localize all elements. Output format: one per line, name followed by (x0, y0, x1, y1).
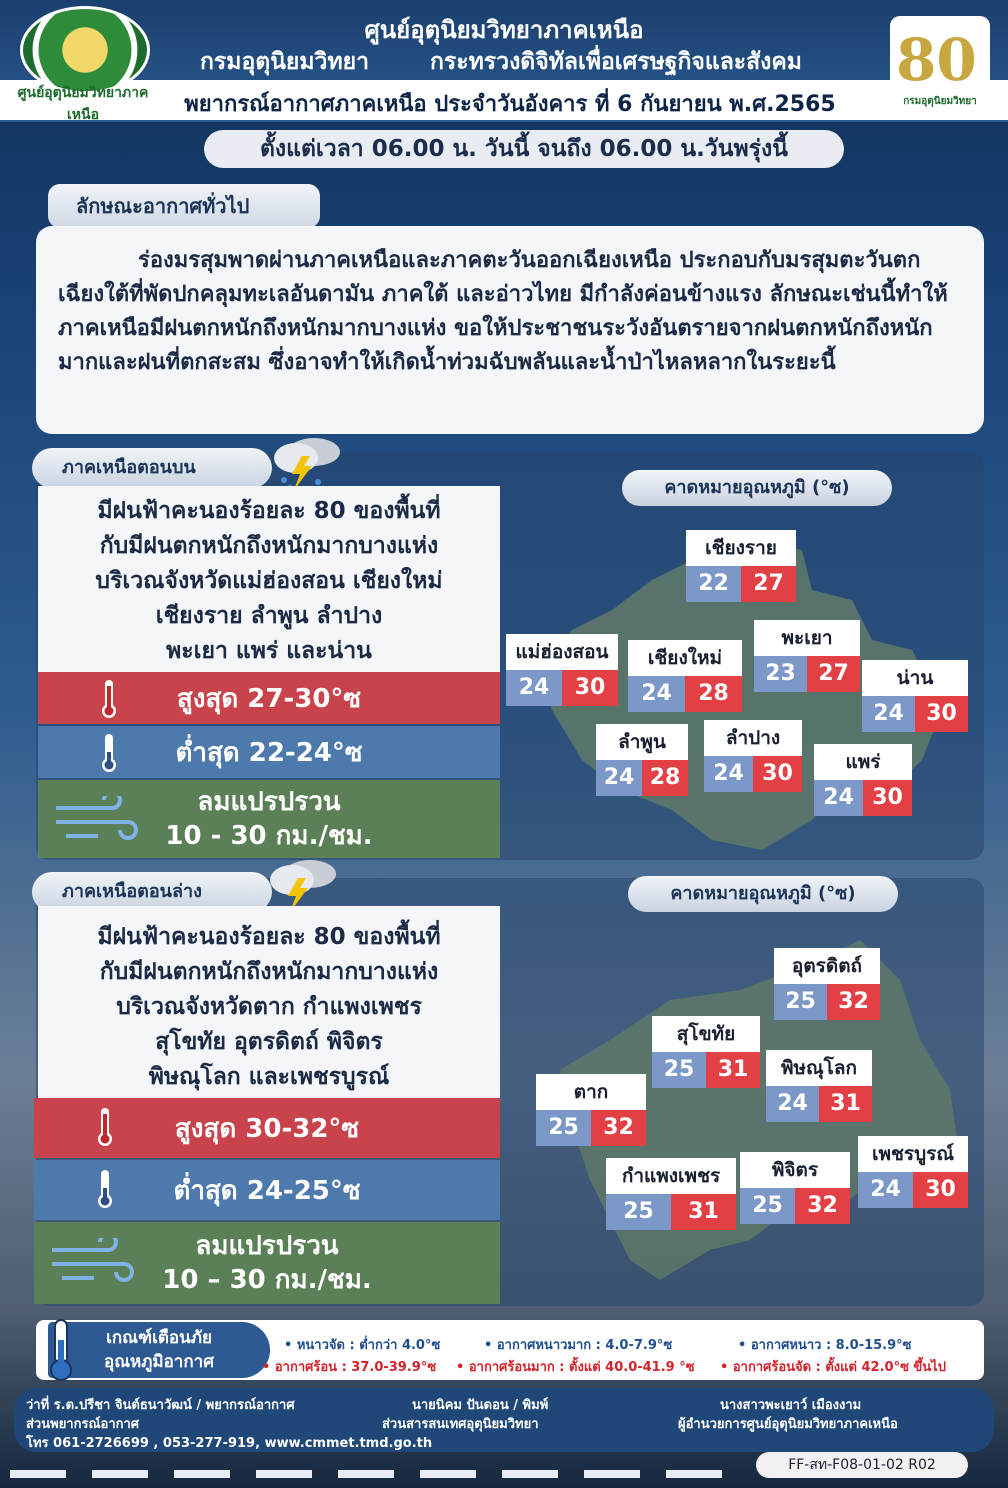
wind-icon (52, 796, 142, 846)
province-phetchabun (858, 1136, 968, 1208)
criteria-label-line2: อุณหภูมิอากาศ (104, 1352, 214, 1372)
province-kamphaeng-phet (606, 1158, 736, 1230)
general-description-box (36, 226, 984, 434)
province-phitsanulok (766, 1050, 872, 1122)
province-name: พิจิตร (740, 1152, 850, 1188)
province-phrae (814, 744, 912, 816)
province-name: แม่ฮ่องสอน (506, 634, 618, 670)
printer-credit: นายนิคม ปันดอน / พิมพ์ (412, 1398, 549, 1413)
lower-north-description (38, 906, 500, 1098)
desc-line: กับมีฝนตกหนักถึงหนักมากบางแห่ง (99, 959, 439, 985)
max-temp: 30 (913, 1172, 968, 1208)
decorative-dashes (10, 1470, 750, 1478)
thermometer-hot-icon (96, 678, 122, 720)
criteria-very-hot: • อากาศร้อนมาก : ตั้งแต่ 40.0-41.9 °ซ (456, 1360, 695, 1375)
province-name: สุโขทัย (652, 1016, 760, 1052)
upper-max-temp-bar (38, 672, 500, 724)
min-temp: 24 (766, 1086, 819, 1122)
info-division: ส่วนสารสนเทศอุตุนิยมวิทยา (382, 1417, 539, 1432)
max-temp: 28 (685, 676, 742, 712)
criteria-cold: • อากาศหนาว : 8.0-15.9°ซ (738, 1338, 912, 1353)
province-phayao (754, 620, 860, 692)
province-name: น่าน (862, 660, 968, 696)
upper-north-description (38, 486, 500, 672)
lower-wind-speed: 10 – 30 กม./ชม. (162, 1265, 372, 1295)
lower-north-title: ภาคเหนือตอนล่าง (32, 872, 272, 912)
desc-line: พิษณุโลก และเพชรบูรณ์ (148, 1064, 390, 1090)
general-description: ร่องมรสุมพาดผ่านภาคเหนือและภาคตะวันออกเฉียงเหนือ ประกอบกับมรสุมตะวันตกเฉียงใต้ที่พัดปกคลุมทะเลอันดามัน ภาคใต้ และอ่าวไทย มีกำลังค่อนข้างแรง ลักษณะเช่นนี้ทำให้ภาคเหนือมีฝนตกหนักถึงหนักมากบางแห่ง ขอให้ประชาชนระวังอันตรายจากฝนตกหนักถึงหนักมากและฝนที่ตกสะสม ซึ่งอาจทำให้เกิดน้ำท่วมฉับพลันและน้ำป่าไหลหลากในระยะนี้ (58, 248, 948, 375)
forecast-date-title: พยากรณ์อากาศภาคเหนือ ประจำวันอังคาร ที่ 6 กันยายน พ.ศ.2565 (184, 92, 836, 117)
upper-min-temp-bar (38, 726, 500, 778)
anniversary-80-logo (890, 16, 990, 116)
min-temp: 25 (536, 1110, 591, 1146)
min-temp: 24 (596, 760, 642, 796)
max-temp: 32 (827, 984, 880, 1020)
min-temp: 24 (628, 676, 685, 712)
min-temp: 24 (858, 1172, 913, 1208)
province-name: อุตรดิตถ์ (774, 948, 880, 984)
desc-line: มีฝนฟ้าคะนองร้อยละ 80 ของพื้นที่ (97, 498, 441, 524)
footer (14, 1388, 994, 1452)
desc-line: มีฝนฟ้าคะนองร้อยละ 80 ของพื้นที่ (97, 924, 441, 950)
province-name: ลำพูน (596, 724, 688, 760)
province-phichit (740, 1152, 850, 1224)
upper-map-title: คาดหมายอุณหภูมิ (°ซ) (622, 470, 892, 506)
min-temp: 24 (704, 756, 753, 792)
desc-line: สุโขทัย อุตรดิตถ์ พิจิตร (155, 1029, 383, 1055)
lower-wind-label: ลมแปรปรวน (195, 1231, 339, 1261)
forecaster-credit: ว่าที่ ร.ต.ปรีชา จินต์ธนาวัฒน์ / พยากรณ์อากาศ (26, 1398, 295, 1413)
province-name: พะเยา (754, 620, 860, 656)
criteria-hot: • อากาศร้อน : 37.0-39.9°ซ (262, 1360, 437, 1375)
criteria-cold-very: • อากาศหนาวมาก : 4.0-7.9°ซ (484, 1338, 673, 1353)
max-temp: 31 (819, 1086, 872, 1122)
director-title: ผู้อำนวยการศูนย์อุตุนิยมวิทยาภาคเหนือ (678, 1417, 898, 1432)
criteria-label (48, 1322, 270, 1378)
max-temp: 31 (706, 1052, 760, 1088)
upper-wind-speed: 10 - 30 กม./ชม. (165, 821, 373, 851)
min-temp: 24 (506, 670, 562, 706)
province-chiang-mai (628, 640, 742, 712)
criteria-label-line1: เกณฑ์เตือนภัย (106, 1328, 212, 1348)
province-name: แพร่ (814, 744, 912, 780)
lower-min-temp: ต่ำสุด 24-25°ซ (173, 1175, 361, 1206)
province-mae-hong-son (506, 634, 618, 706)
director-name: นางสาวพะเยาว์ เมืองงาม (720, 1398, 862, 1413)
department-name: กรมอุตุนิยมวิทยา (200, 49, 370, 75)
min-temp: 25 (740, 1188, 795, 1224)
logo-80-text: กรมอุตุนิยมวิทยา (903, 96, 977, 107)
lower-min-temp-bar (34, 1160, 500, 1220)
upper-wind-label: ลมแปรปรวน (197, 787, 341, 817)
province-tak (536, 1074, 646, 1146)
lower-max-temp-bar (34, 1098, 500, 1158)
criteria-extreme-hot: • อากาศร้อนจัด : ตั้งแต่ 42.0°ซ ขึ้นไป (720, 1360, 946, 1375)
province-nan (862, 660, 968, 732)
center-name: ศูนย์อุตุนิยมวิทยาภาคเหนือ (364, 16, 644, 44)
thunderstorm-icon (266, 430, 346, 494)
desc-line: บริเวณจังหวัดแม่ฮ่องสอน เชียงใหม่ (95, 568, 443, 594)
min-temp: 25 (774, 984, 827, 1020)
lower-max-temp: สูงสุด 30-32°ซ (174, 1113, 360, 1144)
max-temp: 28 (642, 760, 688, 796)
lower-wind-bar (34, 1222, 500, 1304)
max-temp: 27 (741, 566, 796, 602)
province-lamphun (596, 724, 688, 796)
upper-min-temp: ต่ำสุด 22-24°ซ (175, 737, 363, 768)
min-temp: 24 (814, 780, 863, 816)
forecast-division: ส่วนพยากรณ์อากาศ (26, 1417, 140, 1432)
logo-80-number: 80 (896, 26, 977, 94)
thermometer-cold-icon (92, 1168, 118, 1210)
criteria-very-cold: • หนาวจัด : ต่ำกว่า 4.0°ซ (284, 1338, 441, 1353)
max-temp: 30 (753, 756, 802, 792)
max-temp: 27 (807, 656, 860, 692)
province-uttaradit (774, 948, 880, 1020)
province-name: พิษณุโลก (766, 1050, 872, 1086)
province-name: ลำปาง (704, 720, 802, 756)
desc-line: บริเวณจังหวัดตาก กำแพงเพชร (116, 994, 422, 1020)
logo-left-text: ศูนย์อุตุนิยมวิทยาภาคเหนือ (17, 85, 149, 123)
province-name: เพชรบูรณ์ (858, 1136, 968, 1172)
min-temp: 25 (606, 1194, 671, 1230)
province-name: เชียงใหม่ (628, 640, 742, 676)
desc-line: พะเยา แพร่ และน่าน (166, 638, 372, 664)
desc-line: กับมีฝนตกหนักถึงหนักมากบางแห่ง (99, 533, 439, 559)
thermometer-cold-icon (96, 732, 122, 774)
thermometer-icon (44, 1318, 78, 1384)
province-chiang-rai (686, 530, 796, 602)
thermometer-hot-icon (92, 1106, 118, 1148)
max-temp: 30 (863, 780, 912, 816)
upper-wind-bar (38, 780, 500, 858)
wind-icon (48, 1238, 138, 1288)
max-temp: 32 (795, 1188, 850, 1224)
lower-map-title: คาดหมายอุณหภูมิ (°ซ) (628, 876, 898, 912)
province-name: ตาก (536, 1074, 646, 1110)
max-temp: 30 (562, 670, 618, 706)
province-lampang (704, 720, 802, 792)
min-temp: 25 (652, 1052, 706, 1088)
min-temp: 23 (754, 656, 807, 692)
general-title: ลักษณะอากาศทั่วไป (48, 184, 320, 228)
max-temp: 31 (671, 1194, 736, 1230)
upper-north-title: ภาคเหนือตอนบน (32, 448, 272, 488)
province-name: เชียงราย (686, 530, 796, 566)
upper-max-temp: สูงสุด 27-30°ซ (176, 683, 362, 714)
ministry-name: กระทรวงดิจิทัลเพื่อเศรษฐกิจและสังคม (430, 49, 802, 75)
max-temp: 32 (591, 1110, 646, 1146)
min-temp: 22 (686, 566, 741, 602)
desc-line: เชียงราย ลำพูน ลำปาง (155, 603, 383, 629)
province-name: กำแพงเพชร (606, 1158, 736, 1194)
forecast-period: ตั้งแต่เวลา 06.00 น. วันนี้ จนถึง 06.00 น.วันพรุ่งนี้ (204, 130, 844, 168)
province-sukhothai (652, 1016, 760, 1088)
contact-info: โทร 061-2726699 , 053-277-919, www.cmmet.tmd.go.th (26, 1436, 433, 1451)
min-temp: 24 (862, 696, 915, 732)
form-code: FF-สท-F08-01-02 R02 (756, 1452, 968, 1478)
max-temp: 30 (915, 696, 968, 732)
